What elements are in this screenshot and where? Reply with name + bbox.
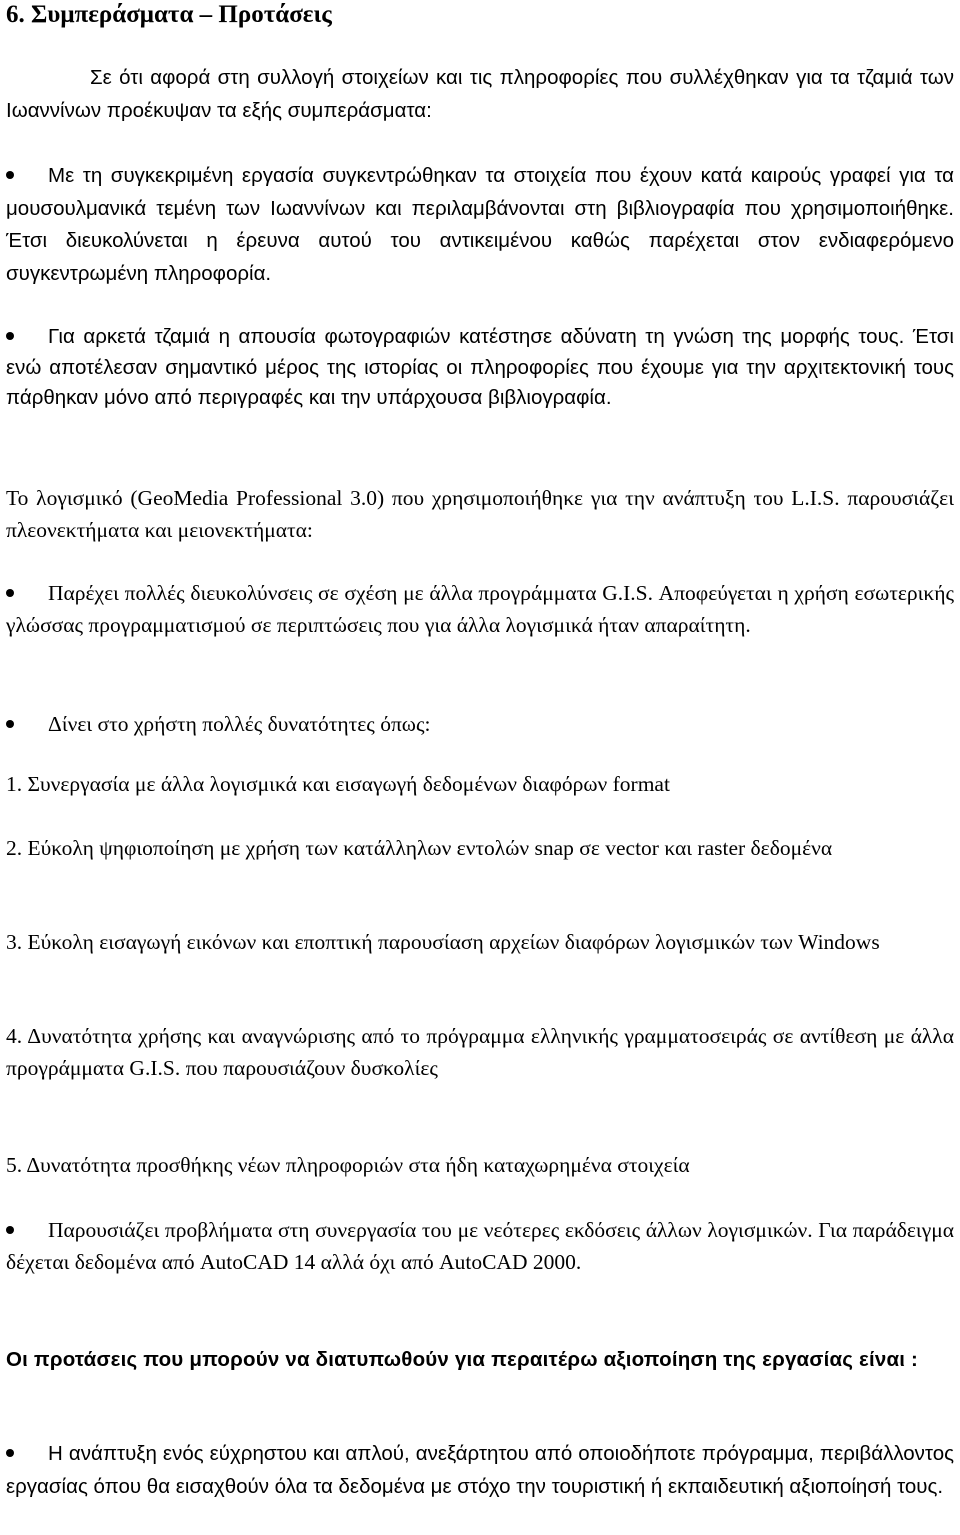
bullet-text: Δίνει στο χρήστη πολλές δυνατότητες όπως:: [48, 712, 431, 736]
list-item: 4. Δυνατότητα χρήσης και αναγνώρισης από το πρόγραμμα ελληνικής γραμματοσειράς σε αντίθεση με άλλα προγράμματα G.I.S. που παρουσιάζουν δυσκολίες: [6, 1024, 954, 1080]
bullet-item: [6, 708, 954, 740]
list-item: 3. Εύκολη εισαγωγή εικόνων και εποπτική παρουσίαση αρχείων διαφόρων λογισμικών των Windows: [6, 930, 880, 954]
bullet-icon: [6, 720, 14, 728]
bullet-text: Η ανάπτυξη ενός εύχρηστου και απλού, ανεξάρτητου από οποιοδήποτε πρόγραμμα, περιβάλλοντος εργασίας όπου θα εισαχθούν όλα τα δεδομένα με στόχο την τουριστική ή εκπαιδευτική αξιοποίησή τους.: [6, 1442, 954, 1498]
bullet-icon: [6, 332, 14, 340]
bullet-text: Παρουσιάζει προβλήματα στη συνεργασία του με νεότερες εκδόσεις άλλων λογισμικών. Για παράδειγμα δέχεται δεδομένα από AutoCAD 14 αλλά όχι από AutoCAD 2000.: [6, 1218, 954, 1274]
intro-paragraph: Σε ότι αφορά στη συλλογή στοιχείων και τις πληροφορίες που συλλέχθηκαν για τα τζαμιά των Ιωαννίνων προέκυψαν τα εξής συμπεράσματα:: [6, 66, 954, 122]
bullet-icon: [6, 1226, 14, 1234]
bullet-item: [6, 1214, 954, 1278]
bullet-item: [6, 160, 954, 290]
section-heading: 6. Συμπεράσματα – Προτάσεις: [6, 1, 332, 28]
list-item: 1. Συνεργασία με άλλα λογισμικά και εισαγωγή δεδομένων διαφόρων format: [6, 772, 670, 796]
list-item: 5. Δυνατότητα προσθήκης νέων πληροφοριών στα ήδη καταχωρημένα στοιχεία: [6, 1153, 690, 1177]
proposals-heading: Οι προτάσεις που μπορούν να διατυπωθούν για περαιτέρω αξιοποίηση της εργασίας είναι :: [6, 1348, 919, 1371]
bullet-text: Με τη συγκεκριμένη εργασία συγκεντρώθηκαν τα στοιχεία που έχουν κατά καιρούς γραφεί για τα μουσουλμανικά τεμένη των Ιωαννίνων και περιλαμβάνονται στη βιβλιογραφία που χρησιμοποιήθηκε. Έτσι διευκολύνεται η έρευνα αυτού του αντικειμένου καθώς παρέχεται στον ενδιαφερόμενο συγκεντρωμένη πληροφορία.: [6, 164, 954, 285]
list-item: 2. Εύκολη ψηφιοποίηση με χρήση των κατάλληλων εντολών snap σε vector και raster δεδομένα: [6, 836, 833, 860]
bullet-item: [6, 322, 954, 414]
bullet-item: [6, 578, 954, 641]
bullet-text: Για αρκετά τζαμιά η απουσία φωτογραφιών κατέστησε αδύνατη τη γνώση της μορφής τους. Έτσι ενώ αποτέλεσαν σημαντικό μέρος της ιστορίας οι πληροφορίες που έχουμε για την αρχιτεκτονική τους πάρθηκαν μόνο από περιγραφές και την υπάρχουσα βιβλιογραφία.: [6, 325, 954, 409]
software-paragraph: Το λογισμικό (GeoMedia Professional 3.0) που χρησιμοποιήθηκε για την ανάπτυξη του L.I.S. παρουσιάζει πλεονεκτήματα και μειονεκτήματα:: [6, 486, 954, 542]
bullet-item: [6, 1438, 954, 1503]
bullet-text: Παρέχει πολλές διευκολύνσεις σε σχέση με άλλα προγράμματα G.I.S. Αποφεύγεται η χρήση εσωτερικής γλώσσας προγραμματισμού σε περιπτώσεις που για άλλα λογισμικά ήταν απαραίτητη.: [6, 581, 954, 637]
bullet-icon: [6, 171, 14, 179]
bullet-icon: [6, 589, 14, 597]
bullet-icon: [6, 1449, 14, 1457]
